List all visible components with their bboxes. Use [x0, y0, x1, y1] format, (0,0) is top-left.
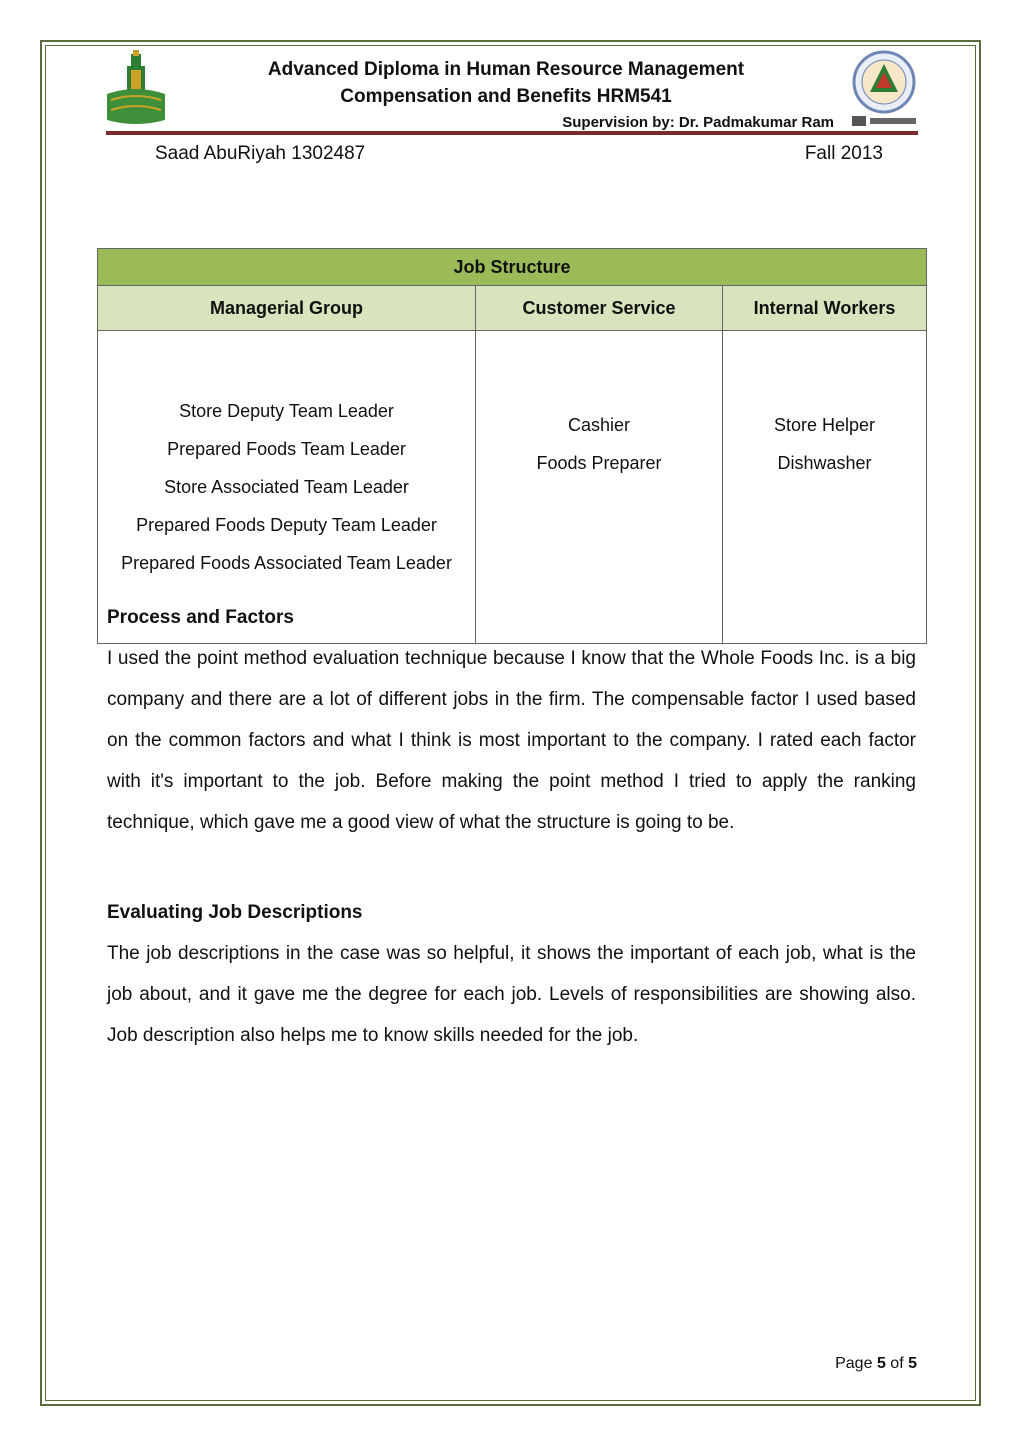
- student-name-id: Saad AbuRiyah 1302487: [155, 143, 366, 164]
- list-item: Prepared Foods Associated Team Leader: [121, 553, 452, 573]
- section-title-process: Process and Factors: [107, 607, 294, 628]
- internal-workers-cell: [723, 331, 927, 644]
- list-item: Store Deputy Team Leader: [179, 401, 394, 421]
- page-number: [835, 1355, 917, 1373]
- column-header-internal-workers: Internal Workers: [723, 286, 927, 331]
- list-item: Prepared Foods Team Leader: [167, 439, 406, 459]
- list-item: Foods Preparer: [536, 453, 662, 473]
- column-header-customer-service: Customer Service: [476, 286, 723, 331]
- customer-service-cell: [476, 331, 723, 644]
- page-total: 5: [908, 1355, 917, 1372]
- list-item: Dishwasher: [777, 453, 872, 473]
- list-item: Store Associated Team Leader: [164, 477, 409, 497]
- page-current: 5: [876, 1355, 886, 1372]
- header-rule: [106, 131, 918, 135]
- paragraph-evaluating: The job descriptions in the case was so helpful, it shows the important of each job, what is the job about, and it gave me the degree for each job. Levels of responsibilities are showing also. Job description also helps me to know skills needed for the job.: [107, 943, 916, 1046]
- header-program-title: Advanced Diploma in Human Resource Management: [267, 59, 745, 80]
- list-item: Cashier: [567, 415, 631, 435]
- of-label: of: [890, 1355, 904, 1372]
- paragraph-process: I used the point method evaluation technique because I know that the Whole Foods Inc. is a big company and there are a lot of different jobs in the firm. The compensable factor I used based on the common factors and what I think is most important to the company. I rated each factor with it's important to the job. Before making the point method I tried to apply the ranking technique, which gave me a good view of what the structure is going to be.: [107, 648, 916, 833]
- list-item: Store Helper: [773, 415, 876, 435]
- job-structure-table: [97, 248, 927, 644]
- header-course-title: Compensation and Benefits HRM541: [340, 86, 672, 107]
- managerial-cell: [98, 331, 476, 644]
- section-title-evaluating: Evaluating Job Descriptions: [107, 902, 363, 923]
- page-label: Page: [835, 1355, 873, 1372]
- column-header-managerial: Managerial Group: [98, 286, 476, 331]
- term-label: Fall 2013: [804, 143, 883, 164]
- list-item: Prepared Foods Deputy Team Leader: [136, 515, 437, 535]
- table-title: Job Structure: [98, 249, 927, 286]
- header-supervision: Supervision by: Dr. Padmakumar Ram: [562, 114, 834, 131]
